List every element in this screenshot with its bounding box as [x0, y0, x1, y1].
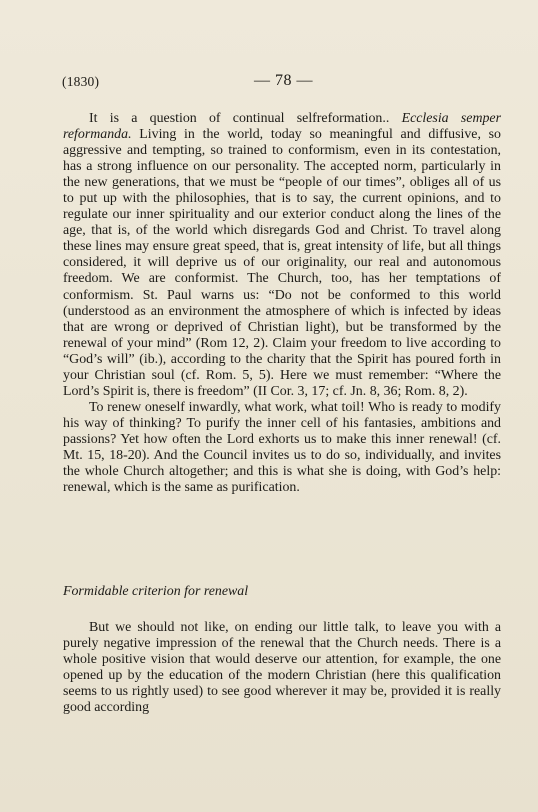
text-run: But we should not like, on ending our little talk, to leave you with a purely negative impression of the renewal that the Church needs. There is a whole positive vision that would deserve our attention, for example, the one opened up by the education of the modern Christian (here this qualification seems to us rightly used) to see good wherever it may be, provided it is really good according	[63, 620, 501, 716]
page-header	[62, 74, 492, 96]
text-run: It is a question of continual selfreformation..	[89, 111, 402, 126]
section-2-body	[63, 620, 501, 716]
latin-phrase: Ecclesia semper reformanda.	[63, 111, 501, 143]
paragraph	[63, 620, 501, 716]
section-1-body	[63, 111, 501, 496]
document-code: (1830)	[62, 74, 100, 89]
text-run: Living in the world, today so meaningful and diffusive, so aggressive and tempting, so trained to conformism, even in its contestation, has a strong influence on our personality. The accepted norm, particularly in the new generations, that we must be “people of our times”, obliges all of us to put up with the philosophies, that is to say, the current opinions, and to regulate our inner spirituality and our exterior conduct along the lines of the age, that is, of the world which disregards God and Christ. To travel along these lines may ensure great speed, that is, great intensity of life, but all things considered, it will deprive us of our originality, our real and autonomous freedom. We are conformist. The Church, too, has her temptations of conformism. St. Paul warns us: “Do not be conformed to this world (understood as an environment the atmosphere of which is infected by ideas that are wrong or deprived of Christian light), but be transformed by the renewal of your mind” (Rom 12, 2). Claim your freedom to live according to “God’s will” (ib.), according to the charity that the Spirit has poured forth in your Christian soul (cf. Rom. 5, 5). Here we must remember: “Where the Lord’s Spirit is, there is freedom” (II Cor. 3, 17; cf. Jn. 8, 36; Rom. 8, 2).	[63, 127, 501, 399]
section-heading: Formidable criterion for renewal	[63, 584, 249, 599]
paragraph	[63, 111, 501, 400]
text-run: To renew oneself inwardly, what work, what toil! Who is ready to modify his way of thinking? To purify the inner cell of his fantasies, ambitions and passions? Yet how often the Lord exhorts us to make this inner renewal! (cf. Mt. 15, 18-20). And the Council invites us to do so, individually, and invites the whole Church altogether; and this is what she is doing, with God’s help: renewal, which is the same as purification.	[63, 399, 501, 496]
paragraph	[63, 400, 501, 496]
page-number: — 78 —	[254, 72, 313, 89]
